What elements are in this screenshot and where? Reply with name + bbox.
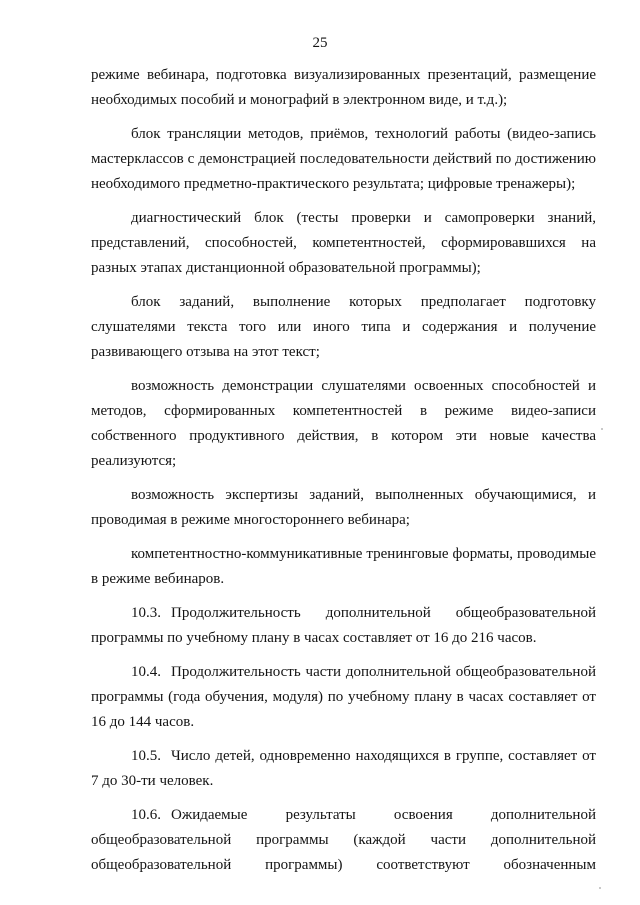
paragraph-tasks-block: блок заданий, выполнение которых предполагает подготовку слушателями текста того или иного типа и содержания и получение развивающего отзыва на этот текст; <box>91 294 596 360</box>
section-text: Ожидаемые результаты освоения дополнительной общеобразовательной программы (каждой части дополнительной общеобразовательной программы) соответствуют обозначенным <box>91 807 596 873</box>
section-text: Число детей, одновременно находящихся в группе, составляет от 7 до 30-ти человек. <box>91 748 596 789</box>
section-text: Продолжительность дополнительной общеобразовательной программы по учебному плану в часах составляет от 16 до 216 часов. <box>91 605 596 646</box>
paragraph-webinar-continuation: режиме вебинара, подготовка визуализированных презентаций, размещение необходимых пособий и монографий в электронном виде, и т.д.); <box>91 67 596 108</box>
section-number: 10.6. <box>131 807 161 823</box>
section-10-5 <box>91 744 596 794</box>
page-number: 25 <box>312 35 328 51</box>
document-body <box>91 63 596 887</box>
paragraph-diagnostic-block: диагностический блок (тесты проверки и самопроверки знаний, представлений, способностей, компетентностей, сформировавшихся на разных этапах дистанционной образовательной программы); <box>91 210 596 276</box>
paragraph-methods-block: блок трансляции методов, приёмов, технологий работы (видео-запись мастерклассов с демонстрацией последовательности действий по достижению необходимого предметно-практического результата; цифровые тренажеры); <box>91 126 596 192</box>
paragraph-training-formats: компетентностно-коммуникативные тренинговые форматы, проводимые в режиме вебинаров. <box>91 546 596 587</box>
section-10-4 <box>91 660 596 735</box>
section-10-6 <box>91 803 596 878</box>
section-text: Продолжительность части дополнительной общеобразовательной программы (года обучения, модуля) по учебному плану в часах составляет от 16 до 144 часов. <box>91 664 596 730</box>
section-number: 10.5. <box>131 748 161 764</box>
scan-speck <box>601 428 603 430</box>
section-number: 10.3. <box>131 605 161 621</box>
scan-speck <box>599 887 601 889</box>
paragraph-expertise: возможность экспертизы заданий, выполненных обучающимися, и проводимая в режиме многостороннего вебинара; <box>91 487 596 528</box>
paragraph-demonstration: возможность демонстрации слушателями освоенных способностей и методов, сформированных компетентностей в режиме видео-записи собственного продуктивного действия, в котором эти новые качества реализуются; <box>91 378 596 469</box>
section-10-3 <box>91 601 596 651</box>
section-number: 10.4. <box>131 664 161 680</box>
